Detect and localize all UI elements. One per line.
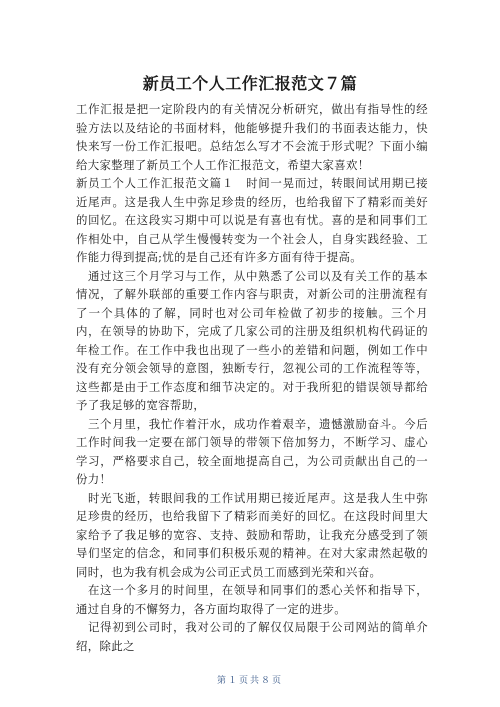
paragraph-intro: 工作汇报是把一定阶段内的有关情况分析研究，做出有指导性的经验方法以及结论的书面材料，他能够提升我们的书面表达能力，快快来写一份工作汇报吧。总结怎么写才不会流于形式呢？下面小编给大家整理了新员工个人工作汇报范文，希望大家喜欢！: [76, 102, 428, 172]
paragraph-2: 通过这三个月学习与工作，从中熟悉了公司以及有关工作的基本情况，了解外联部的重要工作内容与职责，对新公司的注册流程有了一个具体的了解，同时也对公司年检做了初步的接触。三个月内，在领导的协助下，完成了几家公司的注册及组织机构代码证的年检工作。在工作中我也出现了一些小的差错和问题，例如工作中没有充分领会领导的意图，独断专行，忽视公司的工作流程等等，这些都是由于工作态度和细节决定的。对于我所犯的错误领导都给予了我足够的宽容帮助，: [76, 268, 428, 412]
paragraph-6: 记得初到公司时，我对公司的了解仅仅局限于公司网站的简单介绍，除此之: [76, 620, 428, 653]
paragraph-4: 时光飞逝，转眼间我的工作试用期已接近尾声。这是我人生中弥足珍贵的经历，也给我留下了精彩而美好的回忆。在这段时间里大家给予了我足够的宽容、支持、鼓励和帮助，让我充分感受到了领导们坚定的信念，和同事们积极乐观的精神。在对大家肃然起敬的同时，也为我有机会成为公司正式员工而感到光荣和兴奋。: [76, 490, 428, 579]
page-footer: 第１页共８页: [216, 676, 283, 686]
paragraph-1: 新员工个人工作汇报范文篇１ 时间一晃而过，转眼间试用期已接近尾声。这是我人生中弥足珍贵的经历，也给我留下了精彩而美好的回忆。在这段实习期中可以说是有喜也有忧。喜的是和同事们工作相处中，自己从学生慢慢转变为一个社会人，自身实践经验、工作能力得到提高;忧的是自己还有许多方面有待于提高。: [76, 176, 428, 264]
document-body: [76, 100, 428, 655]
paragraph-5: 在这一个多月的时间里，在领导和同事们的悉心关怀和指导下，通过自身的不懈努力，各方面均取得了一定的进步。: [76, 583, 428, 616]
page-title: 新员工个人工作汇报范文７篇: [142, 74, 358, 93]
paragraph-3: 三个月里，我忙作着汗水，成功作着艰辛，遗憾激励奋斗。今后工作时间我一定要在部门领导的带领下倍加努力，不断学习、虚心学习，严格要求自己，较全面地提高自己，为公司贡献出自己的一份力！: [76, 416, 428, 486]
